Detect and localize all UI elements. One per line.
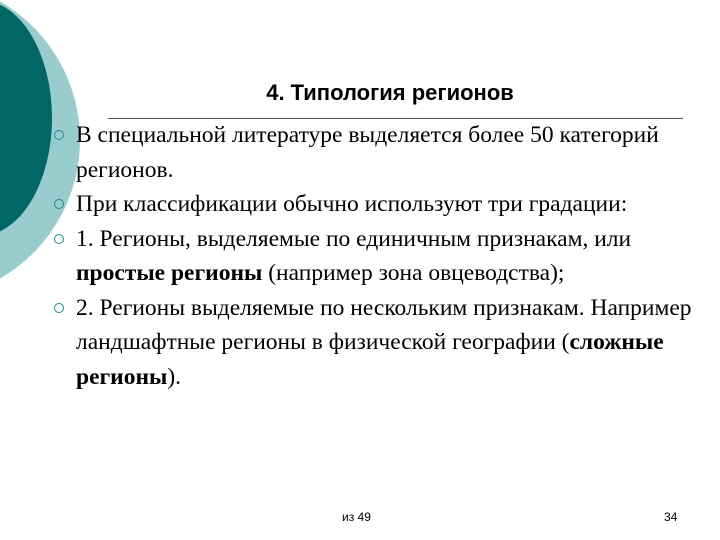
- bullet-item: [54, 291, 714, 395]
- bullet-text: (например зона овцеводства);: [262, 260, 565, 286]
- bullet-text: При классификации обычно используют три градации:: [76, 191, 628, 217]
- slide-total: из 49: [342, 510, 371, 524]
- page-number: 34: [664, 510, 678, 524]
- bullet-list: [54, 118, 714, 394]
- bullet-text: В специальной литературе выделяется более 50 категорий регионов.: [76, 122, 659, 183]
- ring-bullet-icon: [54, 199, 64, 209]
- bullet-text: 1. Регионы, выделяемые по единичным признакам, или: [76, 225, 632, 252]
- bold-term: сложные регионы: [76, 329, 664, 390]
- slide-title: 4. Типология регионов: [266, 80, 514, 105]
- bullet-item: [54, 222, 714, 291]
- bullet-item: [54, 187, 714, 222]
- bold-term: простые регионы: [76, 260, 263, 286]
- ring-bullet-icon: [54, 303, 64, 313]
- bullet-text: ).: [167, 363, 182, 390]
- ring-bullet-icon: [54, 130, 64, 140]
- ring-bullet-icon: [54, 234, 64, 244]
- bullet-item: [54, 118, 714, 187]
- bullet-text: 2. Регионы выделяемые по нескольким признакам. Например ландшафтные регионы в физической географии (: [76, 294, 692, 355]
